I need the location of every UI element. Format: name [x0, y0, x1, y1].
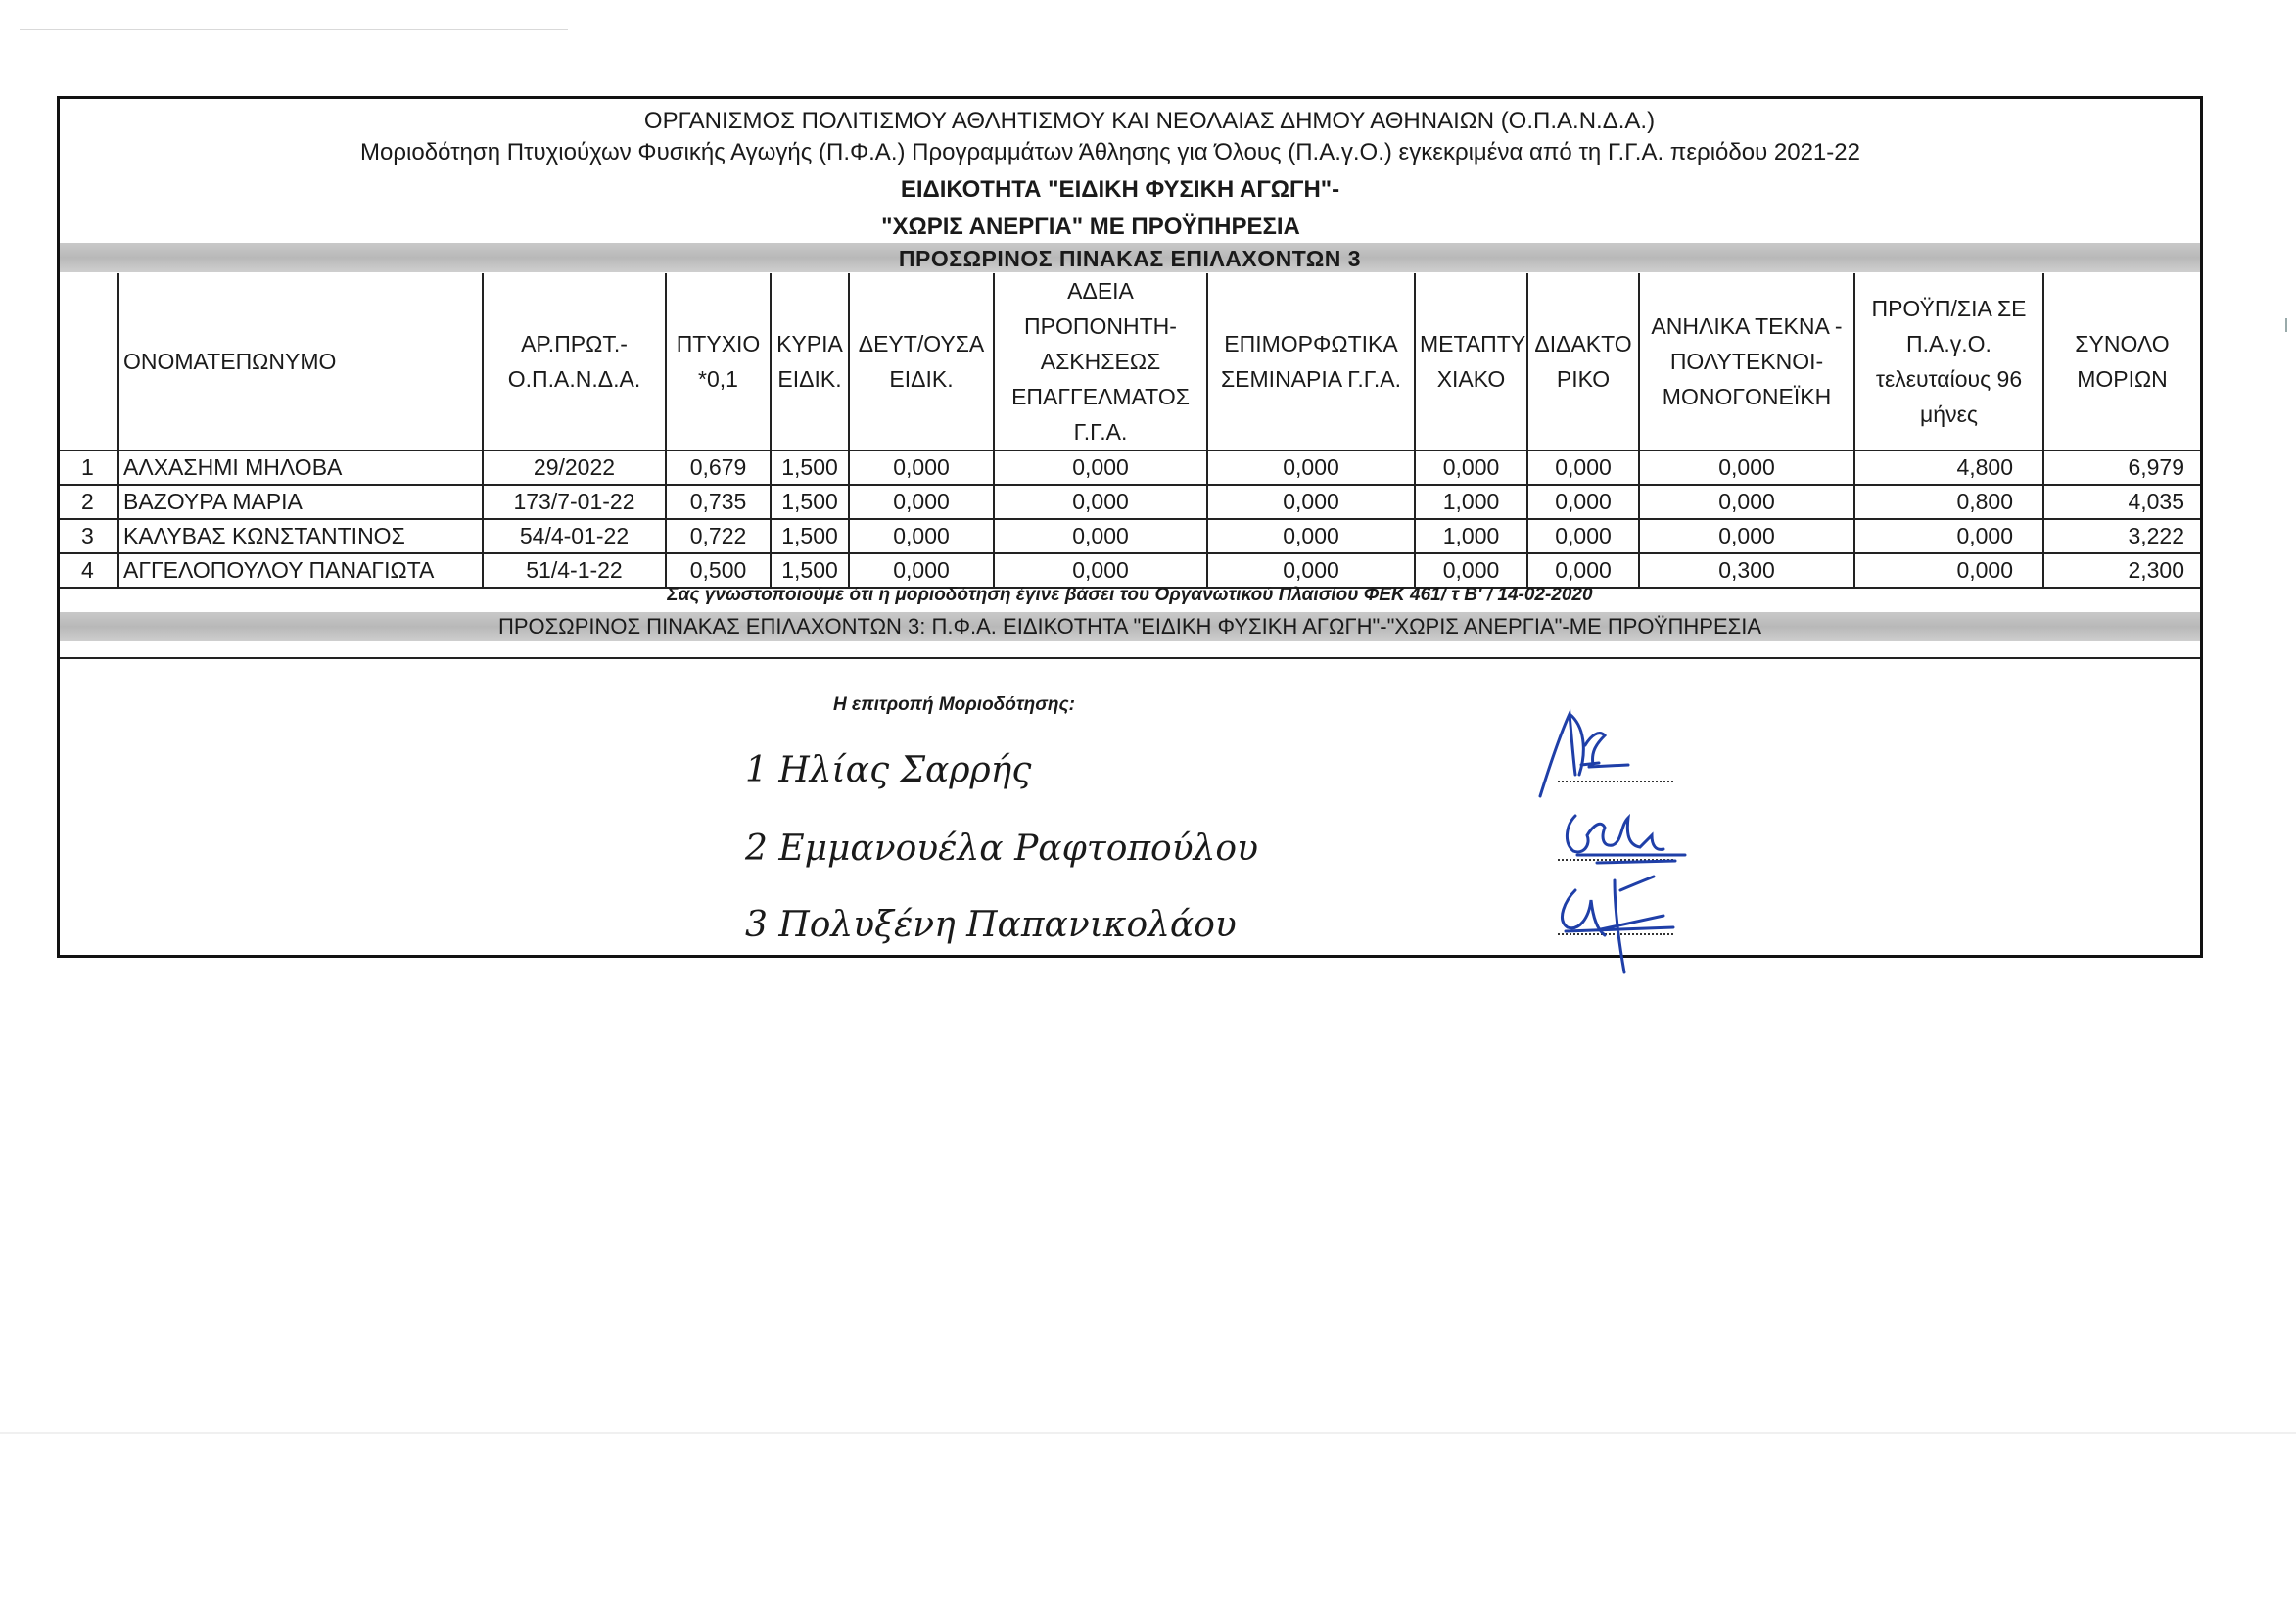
legal-basis-note: Σας γνωστοποιούμε ότι η μοριοδότηση έγινε βάσει του Οργανωτικού Πλαισίου ΦΕΚ 461/ τ Β' / 14-02-2020	[667, 585, 1593, 605]
phd-score: 0,000	[1527, 553, 1639, 588]
experience-score: 0,000	[1854, 519, 2043, 553]
candidate-name: ΑΓΓΕΛΟΠΟΥΛΟΥ ΠΑΝΑΓΙΩΤΑ	[118, 553, 483, 588]
protocol-number: 54/4-01-22	[483, 519, 666, 553]
col-header-phd: ΔΙΔΑΚΤΟ ΡΙΚΟ	[1527, 273, 1639, 450]
col-header-experience: ΠΡΟΫΠ/ΣΙΑ ΣΕ Π.Α.γ.Ο. τελευταίους 96 μήνες	[1854, 273, 2043, 450]
col-header-index	[60, 273, 118, 450]
row-index: 4	[60, 553, 118, 588]
footer-band-title: ΠΡΟΣΩΡΙΝΟΣ ΠΙΝΑΚΑΣ ΕΠΙΛΑΧΟΝΤΩΝ 3: Π.Φ.Α. ΕΙΔΙΚΟΤΗΤΑ "ΕΙΔΙΚΗ ΦΥΣΙΚΗ ΑΓΩΓΗ"-"ΧΩΡΙΣ ΑΝΕΡΓΙΑ"-ΜΕ ΠΡΟΫΠΗΡΕΣΙΑ	[497, 614, 1762, 639]
col-header-main-specialty: ΚΥΡΙΑ ΕΙΔΙΚ.	[771, 273, 849, 450]
table-row	[60, 485, 2200, 519]
scan-artifact-line	[0, 1432, 2296, 1434]
main-specialty-score: 1,500	[771, 485, 849, 519]
candidate-name: ΒΑΖΟΥΡΑ ΜΑΡΙΑ	[118, 485, 483, 519]
scoring-subtitle: Μοριοδότηση Πτυχιούχων Φυσικής Αγωγής (Π.Φ.Α.) Προγραμμάτων Άθλησης για Όλους (Π.Α.γ.Ο.) εγκεκριμένα από τη Γ.Γ.Α. περιόδου 2021-22	[360, 139, 1860, 166]
experience-score: 0,800	[1854, 485, 2043, 519]
experience-score: 4,800	[1854, 450, 2043, 485]
secondary-specialty-score: 0,000	[849, 485, 994, 519]
main-specialty-score: 1,500	[771, 553, 849, 588]
signature-2-icon	[1558, 806, 1695, 875]
table-row	[60, 519, 2200, 553]
seminars-score: 0,000	[1207, 519, 1415, 553]
coach-license-score: 0,000	[994, 485, 1207, 519]
col-header-masters: ΜΕΤΑΠΤΥ ΧΙΑΚΟ	[1415, 273, 1527, 450]
seminars-score: 0,000	[1207, 485, 1415, 519]
masters-score: 1,000	[1415, 485, 1527, 519]
scan-artifact-line	[20, 29, 568, 30]
organization-title: ΟΡΓΑΝΙΣΜΟΣ ΠΟΛΙΤΙΣΜΟΥ ΑΘΛΗΤΙΣΜΟΥ ΚΑΙ ΝΕΟΛΑΙΑΣ ΔΗΜΟΥ ΑΘΗΝΑΙΩΝ (Ο.Π.Α.Ν.Δ.Α.)	[643, 108, 1656, 134]
category-title: "ΧΩΡΙΣ ΑΝΕΡΓΙΑ" ΜΕ ΠΡΟΫΠΗΡΕΣΙΑ	[881, 213, 1300, 240]
main-specialty-score: 1,500	[771, 519, 849, 553]
coach-license-score: 0,000	[994, 553, 1207, 588]
signature-1-icon	[1530, 706, 1648, 804]
col-header-total: ΣΥΝΟΛΟ ΜΟΡΙΩΝ	[2043, 273, 2200, 450]
col-header-degree: ΠΤΥΧΙΟ *0,1	[666, 273, 771, 450]
committee-member-1: 1 Ηλίας Σαρρής	[745, 750, 1032, 790]
specialty-title: ΕΙΔΙΚΟΤΗΤΑ "ΕΙΔΙΚΗ ΦΥΣΙΚΗ ΑΓΩΓΗ"-	[900, 176, 1340, 203]
degree-score: 0,735	[666, 485, 771, 519]
table-row	[60, 450, 2200, 485]
main-specialty-score: 1,500	[771, 450, 849, 485]
masters-score: 0,000	[1415, 450, 1527, 485]
document-frame	[57, 96, 2203, 958]
table-row	[60, 553, 2200, 588]
secondary-specialty-score: 0,000	[849, 450, 994, 485]
row-index: 2	[60, 485, 118, 519]
seminars-score: 0,000	[1207, 450, 1415, 485]
committee-member-3: 3 Πολυξένη Παπανικολάου	[745, 905, 1237, 945]
degree-score: 0,679	[666, 450, 771, 485]
row-index: 1	[60, 450, 118, 485]
col-header-family: ΑΝΗΛΙΚΑ ΤΕΚΝΑ - ΠΟΛΥΤΕΚΝΟΙ- ΜΟΝΟΓΟΝΕΪΚΗ	[1639, 273, 1854, 450]
candidate-name: ΑΛΧΑΣΗΜΙ ΜΗΛΟΒΑ	[118, 450, 483, 485]
protocol-number: 29/2022	[483, 450, 666, 485]
table-title: ΠΡΟΣΩΡΙΝΟΣ ΠΙΝΑΚΑΣ ΕΠΙΛΑΧΟΝΤΩΝ 3	[898, 246, 1362, 271]
total-score: 6,979	[2043, 450, 2200, 485]
committee-label: Η επιτροπή Μοριοδότησης:	[833, 694, 1075, 715]
degree-score: 0,500	[666, 553, 771, 588]
coach-license-score: 0,000	[994, 450, 1207, 485]
total-score: 2,300	[2043, 553, 2200, 588]
table-header-row	[60, 273, 2200, 450]
col-header-name: ΟΝΟΜΑΤΕΠΩΝΥΜΟ	[118, 273, 483, 450]
masters-score: 1,000	[1415, 519, 1527, 553]
scan-edge-mark	[2285, 318, 2296, 332]
col-header-protocol: ΑΡ.ΠΡΩΤ.- Ο.Π.Α.Ν.Δ.Α.	[483, 273, 666, 450]
family-score: 0,000	[1639, 485, 1854, 519]
coach-license-score: 0,000	[994, 519, 1207, 553]
col-header-secondary-specialty: ΔΕΥΤ/ΟΥΣΑ ΕΙΔΙΚ.	[849, 273, 994, 450]
protocol-number: 51/4-1-22	[483, 553, 666, 588]
candidate-name: ΚΑΛΥΒΑΣ ΚΩΝΣΤΑΝΤΙΝΟΣ	[118, 519, 483, 553]
family-score: 0,000	[1639, 450, 1854, 485]
total-score: 3,222	[2043, 519, 2200, 553]
seminars-score: 0,000	[1207, 553, 1415, 588]
secondary-specialty-score: 0,000	[849, 553, 994, 588]
protocol-number: 173/7-01-22	[483, 485, 666, 519]
phd-score: 0,000	[1527, 519, 1639, 553]
committee-member-2: 2 Εμμανουέλα Ραφτοπούλου	[745, 829, 1258, 869]
secondary-specialty-score: 0,000	[849, 519, 994, 553]
masters-score: 0,000	[1415, 553, 1527, 588]
family-score: 0,300	[1639, 553, 1854, 588]
scores-table	[60, 273, 2200, 589]
divider	[60, 657, 2200, 659]
experience-score: 0,000	[1854, 553, 2043, 588]
col-header-coach-license: ΑΔΕΙΑ ΠΡΟΠΟΝΗΤΗ- ΑΣΚΗΣΕΩΣ ΕΠΑΓΓΕΛΜΑΤΟΣ Γ.Γ.Α.	[994, 273, 1207, 450]
total-score: 4,035	[2043, 485, 2200, 519]
row-index: 3	[60, 519, 118, 553]
phd-score: 0,000	[1527, 450, 1639, 485]
signature-3-icon	[1546, 871, 1693, 978]
degree-score: 0,722	[666, 519, 771, 553]
phd-score: 0,000	[1527, 485, 1639, 519]
family-score: 0,000	[1639, 519, 1854, 553]
col-header-seminars: ΕΠΙΜΟΡΦΩΤΙΚΑ ΣΕΜΙΝΑΡΙΑ Γ.Γ.Α.	[1207, 273, 1415, 450]
